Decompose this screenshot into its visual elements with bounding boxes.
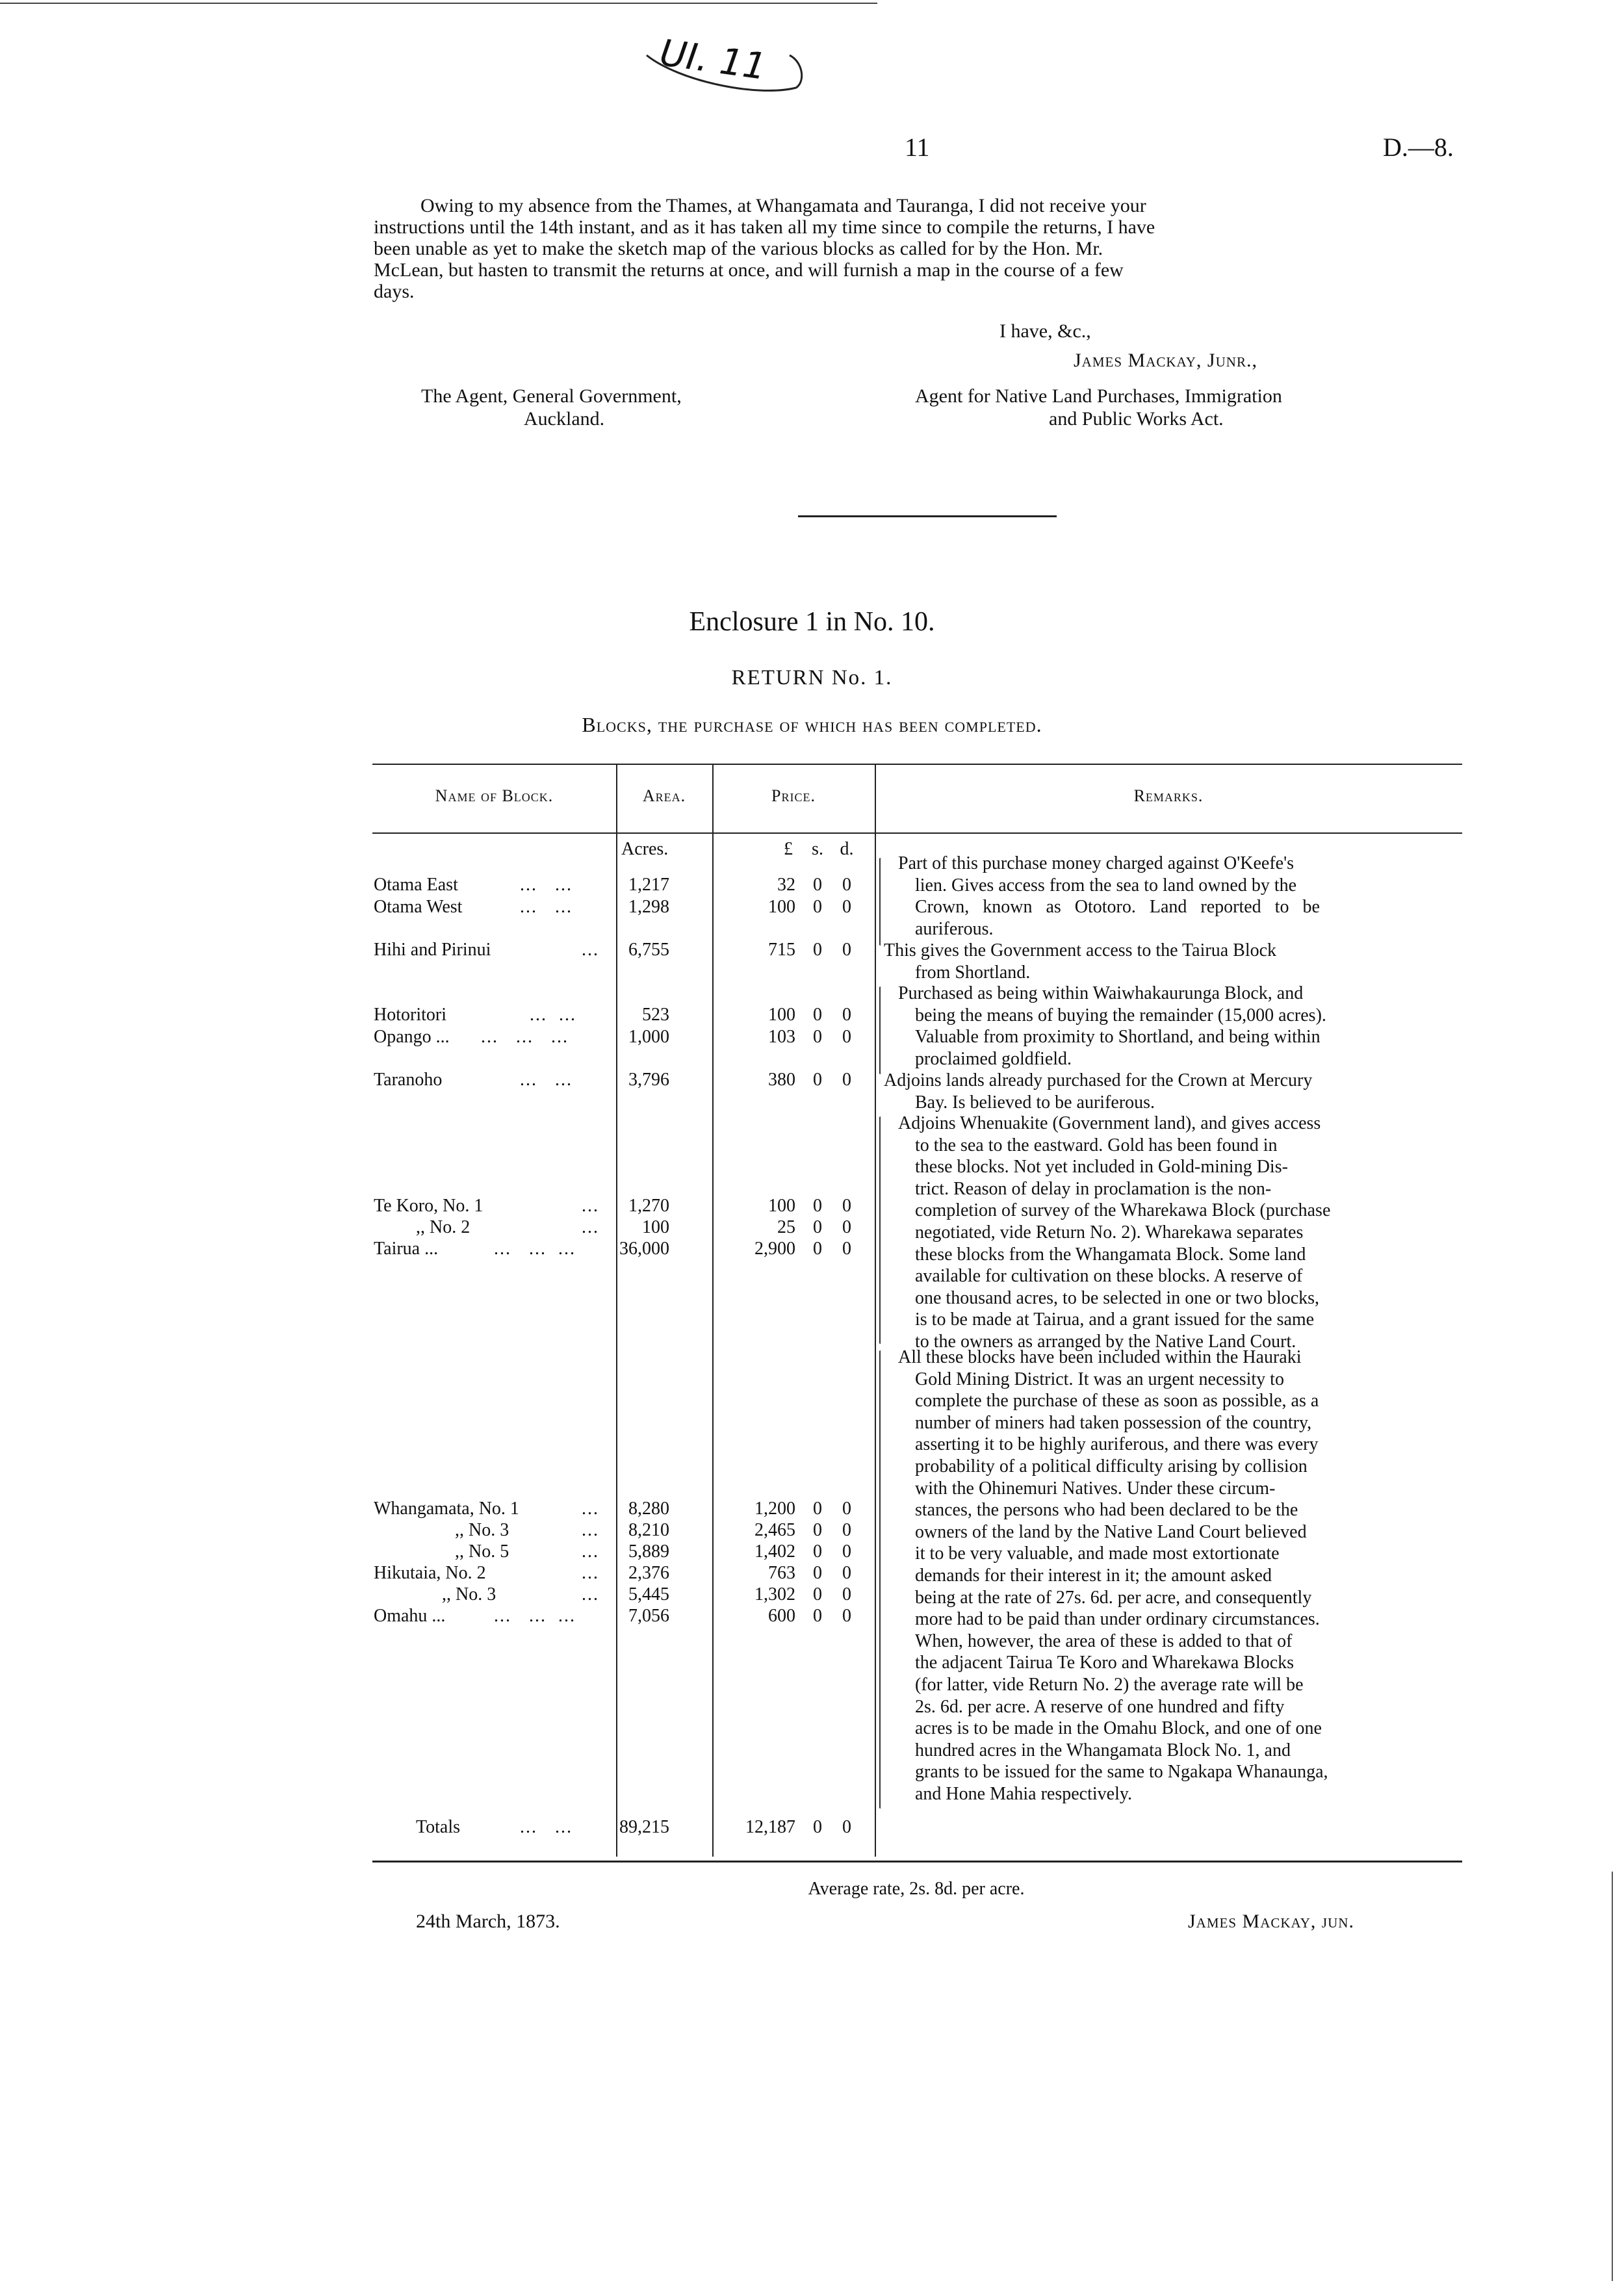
table-top-rule	[372, 764, 1462, 765]
letter-line: days.	[374, 281, 415, 302]
price-shillings: 0	[813, 1541, 822, 1562]
price-shillings: 0	[813, 1520, 822, 1540]
price-pence: 0	[842, 1196, 851, 1216]
remark-brace	[879, 858, 881, 946]
unit-pence: d.	[840, 839, 854, 859]
price-pence: 0	[842, 897, 851, 917]
remark-line: grants to be issued for the same to Ngakapa Whanaunga,	[915, 1762, 1328, 1783]
price-shillings: 0	[813, 1196, 822, 1216]
block-area: 2,376	[628, 1563, 669, 1583]
footer-date: 24th March, 1873.	[416, 1911, 560, 1932]
remark-line: one thousand acres, to be selected in one or two blocks,	[915, 1287, 1320, 1308]
block-name: Otama West	[374, 897, 463, 917]
signer-title-2: and Public Works Act.	[1049, 408, 1224, 430]
remark-line: from Shortland.	[915, 962, 1031, 983]
block-area: 100	[642, 1217, 669, 1237]
block-name: Omahu ...	[374, 1606, 446, 1626]
column-divider	[712, 765, 714, 1857]
remark-line: acres is to be made in the Omahu Block, and one of one	[915, 1718, 1322, 1739]
block-name: ,, No. 5	[455, 1541, 509, 1562]
footer-signature: James Mackay, jun.	[1188, 1911, 1354, 1932]
price-pounds: 100	[768, 1196, 795, 1216]
remark-line: auriferous.	[915, 918, 994, 939]
remark-line: completion of survey of the Wharekawa Block (purchase	[915, 1200, 1331, 1221]
remark-block	[884, 1113, 1462, 1353]
price-shillings: 0	[813, 1499, 822, 1519]
remark-line: asserting it to be highly auriferous, and there was every	[915, 1434, 1319, 1455]
handwritten-annotation	[640, 31, 809, 107]
price-shillings: 0	[813, 897, 822, 917]
block-name: ,, No. 2	[416, 1217, 470, 1237]
price-pounds: 1,302	[754, 1584, 795, 1604]
letter-line: Owing to my absence from the Thames, at Whangamata and Tauranga, I did not receive your	[420, 195, 1146, 216]
block-name: Hotoritori	[374, 1005, 446, 1025]
letter-line: McLean, but hasten to transmit the returns at once, and will furnish a map in the course of a few	[374, 259, 1124, 281]
leader-dots: ...	[582, 1217, 599, 1237]
column-divider	[616, 765, 617, 1857]
price-shillings: 0	[813, 875, 822, 895]
letter-line: been unable as yet to make the sketch map of the various blocks as called for by the Hon. Mr.	[374, 238, 1103, 259]
letter-body	[374, 195, 1472, 302]
unit-acres: Acres.	[621, 839, 669, 859]
remark-line: Adjoins Whenuakite (Government land), and gives access	[898, 1113, 1321, 1133]
remark-line: is to be made at Tairua, and a grant issued for the same	[915, 1309, 1315, 1330]
price-pence: 0	[842, 1499, 851, 1519]
remark-line: these blocks from the Whangamata Block. Some land	[915, 1244, 1306, 1265]
block-area: 1,270	[628, 1196, 669, 1216]
leader-dots: ... ... ...	[494, 1239, 576, 1259]
price-pence: 0	[842, 875, 851, 895]
price-pence: 0	[842, 1584, 851, 1604]
remark-block	[884, 1070, 1462, 1113]
block-area: 1,000	[628, 1027, 669, 1047]
addressee-line-1: The Agent, General Government,	[421, 385, 682, 407]
remark-line: Gold Mining District. It was an urgent necessity to	[915, 1369, 1284, 1389]
block-name: Opango ...	[374, 1027, 450, 1047]
leader-dots: ... ...	[520, 1070, 573, 1090]
average-rate: Average rate, 2s. 8d. per acre.	[808, 1879, 1025, 1899]
handwritten-text: UI. 11	[657, 31, 769, 89]
remark-line: stances, the persons who had been declared to be the	[915, 1500, 1298, 1521]
table-bottom-rule	[372, 1861, 1462, 1862]
enclosure-title: Enclosure 1 in No. 10.	[689, 607, 935, 637]
leader-dots: ...	[582, 1499, 599, 1519]
remark-line: and Hone Mahia respectively.	[915, 1783, 1133, 1804]
price-pounds: 600	[768, 1606, 795, 1626]
totals-shillings: 0	[813, 1817, 822, 1837]
header-area: Area.	[642, 786, 686, 805]
remark-block	[884, 1347, 1462, 1805]
remark-brace	[879, 1116, 881, 1344]
price-pounds: 32	[777, 875, 795, 895]
price-shillings: 0	[813, 1217, 822, 1237]
block-area: 1,298	[628, 897, 669, 917]
totals-pounds: 12,187	[745, 1817, 795, 1837]
block-name: Te Koro, No. 1	[374, 1196, 483, 1216]
price-pence: 0	[842, 1239, 851, 1259]
remark-line: these blocks. Not yet included in Gold-mining Dis-	[915, 1157, 1288, 1178]
leader-dots: ...	[582, 1563, 599, 1583]
remark-line: it to be very valuable, and made most extortionate	[915, 1543, 1280, 1564]
remark-line: number of miners had taken possession of the country,	[915, 1412, 1312, 1433]
leader-dots: ... ...	[520, 875, 573, 895]
leader-dots: ...	[582, 1520, 599, 1540]
remark-line: hundred acres in the Whangamata Block No. 1, and	[915, 1740, 1291, 1760]
price-pence: 0	[842, 1606, 851, 1626]
price-pounds: 25	[777, 1217, 795, 1237]
price-pounds: 100	[768, 897, 795, 917]
remark-line: Crown, known as Ototoro. Land reported to be	[915, 897, 1320, 918]
block-area: 5,889	[628, 1541, 669, 1562]
price-pounds: 763	[768, 1563, 795, 1583]
price-pounds: 380	[768, 1070, 795, 1090]
block-area: 7,056	[628, 1606, 669, 1626]
remark-line: the adjacent Tairua Te Koro and Wharekawa Blocks	[915, 1653, 1295, 1673]
remark-brace	[879, 986, 881, 1074]
table-header-rule	[372, 832, 1462, 834]
column-divider	[875, 765, 876, 1857]
remark-brace	[879, 1350, 881, 1809]
leader-dots: ...	[582, 1541, 599, 1562]
remark-line: with the Ohinemuri Natives. Under these circum-	[915, 1478, 1276, 1499]
header-remarks: Remarks.	[1133, 786, 1204, 805]
remark-line: to the sea to the eastward. Gold has been found in	[915, 1135, 1278, 1155]
remark-line: lien. Gives access from the sea to land owned by the	[915, 875, 1297, 896]
leader-dots: ... ...	[530, 1005, 576, 1025]
remark-line: to the owners as arranged by the Native Land Court.	[915, 1331, 1296, 1352]
price-shillings: 0	[813, 1563, 822, 1583]
block-name: Hihi and Pirinui	[374, 940, 491, 960]
addressee-line-2: Auckland.	[524, 408, 605, 430]
remark-line: Part of this purchase money charged against O'Keefe's	[898, 853, 1295, 873]
remark-line: trict. Reason of delay in proclamation is the non-	[915, 1178, 1272, 1199]
price-pence: 0	[842, 1217, 851, 1237]
remark-line: When, however, the area of these is added to that of	[915, 1630, 1293, 1651]
price-pence: 0	[842, 1563, 851, 1583]
block-area: 523	[642, 1005, 669, 1025]
leader-dots: ... ... ...	[494, 1606, 576, 1626]
block-area: 8,280	[628, 1499, 669, 1519]
remark-line: negotiated, vide Return No. 2). Wharekawa separates	[915, 1222, 1304, 1243]
price-pence: 0	[842, 1520, 851, 1540]
price-pence: 0	[842, 940, 851, 960]
block-area: 36,000	[619, 1239, 669, 1259]
document-reference: D.—8.	[1383, 133, 1454, 162]
header-price: Price.	[771, 786, 816, 805]
price-pounds: 103	[768, 1027, 795, 1047]
block-name: Taranoho	[374, 1070, 443, 1090]
remark-line: probability of a political difficulty arising by collision	[915, 1456, 1308, 1476]
remark-line: owners of the land by the Native Land Court believed	[915, 1521, 1307, 1542]
remark-line: complete the purchase of these as soon as possible, as a	[915, 1391, 1319, 1411]
remark-line: This gives the Government access to the Tairua Block	[884, 940, 1277, 960]
leader-dots: ... ...	[520, 1817, 573, 1837]
price-shillings: 0	[813, 1027, 822, 1047]
return-title: RETURN No. 1.	[731, 666, 893, 689]
price-shillings: 0	[813, 1239, 822, 1259]
price-pence: 0	[842, 1541, 851, 1562]
block-name: Hikutaia, No. 2	[374, 1563, 486, 1583]
leader-dots: ...	[582, 1196, 599, 1216]
price-pence: 0	[842, 1070, 851, 1090]
remark-line: being at the rate of 27s. 6d. per acre, and consequently	[915, 1587, 1312, 1608]
remark-line: 2s. 6d. per acre. A reserve of one hundred and fifty	[915, 1696, 1285, 1717]
remark-line: proclaimed goldfield.	[915, 1048, 1072, 1069]
remark-line: more had to be paid than under ordinary circumstances.	[915, 1609, 1320, 1630]
remark-line: All these blocks have been included within the Hauraki	[898, 1347, 1302, 1367]
totals-label: Totals	[416, 1817, 461, 1837]
price-shillings: 0	[813, 1584, 822, 1604]
remark-line: Valuable from proximity to Shortland, and being within	[915, 1027, 1321, 1048]
leader-dots: ... ... ...	[481, 1027, 569, 1047]
block-name: ,, No. 3	[455, 1520, 509, 1540]
price-pounds: 1,200	[754, 1499, 795, 1519]
leader-dots: ...	[582, 940, 599, 960]
page-number: 11	[905, 133, 930, 162]
remark-block	[884, 853, 1462, 940]
price-pounds: 715	[768, 940, 795, 960]
price-shillings: 0	[813, 1005, 822, 1025]
block-area: 8,210	[628, 1520, 669, 1540]
letter-line: instructions until the 14th instant, and as it has taken all my time since to compile the returns, I have	[374, 216, 1155, 238]
block-area: 5,445	[628, 1584, 669, 1604]
price-shillings: 0	[813, 1606, 822, 1626]
price-pounds: 100	[768, 1005, 795, 1025]
block-name: ,, No. 3	[442, 1584, 496, 1604]
remark-block	[884, 940, 1462, 983]
top-edge-line	[0, 3, 877, 4]
remark-line: Bay. Is believed to be auriferous.	[915, 1092, 1155, 1113]
block-area: 6,755	[628, 940, 669, 960]
remark-line: being the means of buying the remainder (15,000 acres).	[915, 1005, 1326, 1025]
unit-pounds: £	[784, 839, 793, 859]
table-subtitle: Blocks, the purchase of which has been completed.	[582, 713, 1042, 736]
leader-dots: ... ...	[520, 897, 573, 917]
block-area: 1,217	[628, 875, 669, 895]
price-pence: 0	[842, 1005, 851, 1025]
signer-title-1: Agent for Native Land Purchases, Immigration	[915, 385, 1282, 407]
section-divider	[798, 515, 1057, 517]
totals-area: 89,215	[619, 1817, 669, 1837]
remark-line: demands for their interest in it; the amount asked	[915, 1565, 1272, 1586]
remark-block	[884, 983, 1462, 1070]
right-edge-line	[1612, 1872, 1613, 2281]
block-name: Otama East	[374, 875, 458, 895]
price-shillings: 0	[813, 940, 822, 960]
remark-line: Adjoins lands already purchased for the Crown at Mercury	[884, 1070, 1313, 1090]
letter-signer: James Mackay, Junr.,	[1074, 350, 1257, 371]
header-name-of-block: Name of Block.	[435, 786, 554, 805]
price-shillings: 0	[813, 1070, 822, 1090]
remark-line: available for cultivation on these blocks. A reserve of	[915, 1266, 1303, 1287]
leader-dots: ...	[582, 1584, 599, 1604]
totals-pence: 0	[842, 1817, 851, 1837]
block-name: Tairua ...	[374, 1239, 439, 1259]
price-pounds: 2,465	[754, 1520, 795, 1540]
block-area: 3,796	[628, 1070, 669, 1090]
price-pounds: 1,402	[754, 1541, 795, 1562]
remark-line: (for latter, vide Return No. 2) the average rate will be	[915, 1674, 1304, 1695]
letter-closing: I have, &c.,	[999, 320, 1091, 342]
remark-line: Purchased as being within Waiwhakaurunga Block, and	[898, 983, 1304, 1003]
unit-shillings: s.	[812, 839, 823, 859]
price-pounds: 2,900	[754, 1239, 795, 1259]
block-name: Whangamata, No. 1	[374, 1499, 519, 1519]
price-pence: 0	[842, 1027, 851, 1047]
